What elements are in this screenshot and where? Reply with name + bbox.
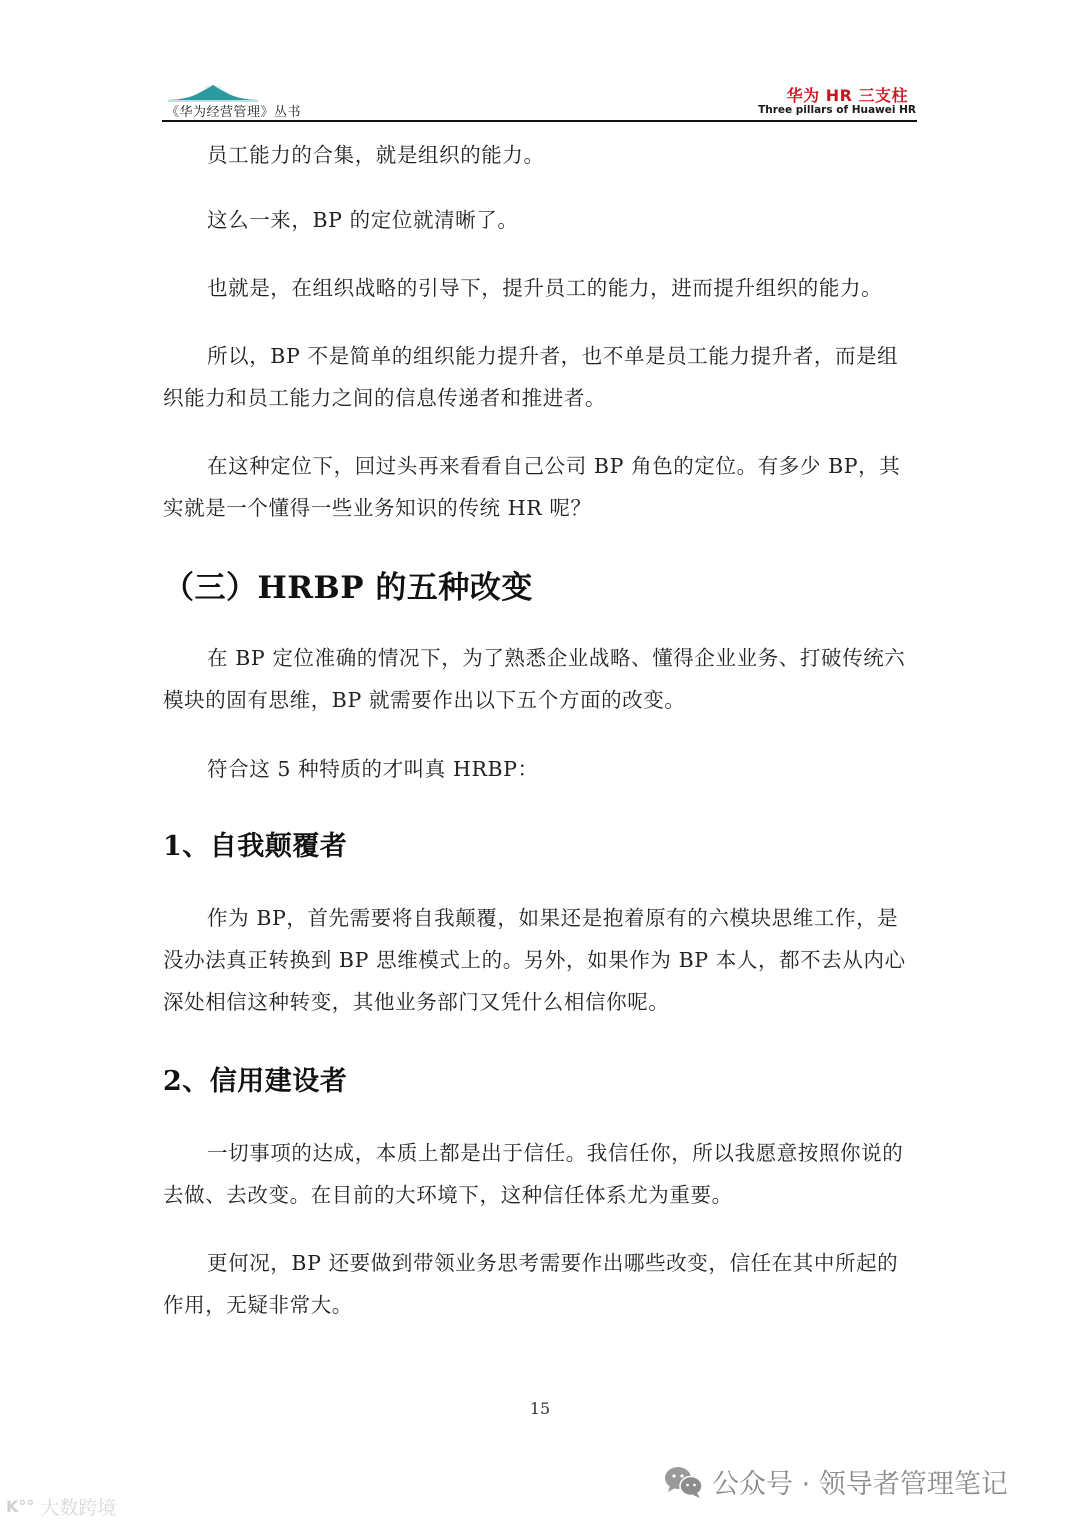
paragraph: 这么一来，BP 的定位就清晰了。 bbox=[207, 208, 519, 232]
watermark-left bbox=[6, 1493, 116, 1520]
header-divider bbox=[162, 120, 917, 122]
brand-title-cn: 华为 HR 三支柱 bbox=[786, 86, 908, 105]
paragraph: 所以，BP 不是简单的组织能力提升者，也不单是员工能力提升者，而是组 织能力和员工能力之间的信息传递者和推进者。 bbox=[163, 344, 899, 410]
paragraph: 在 BP 定位准确的情况下，为了熟悉企业战略、懂得企业业务、打破传统六 模块的固有思维，BP 就需要作出以下五个方面的改变。 bbox=[163, 646, 906, 712]
page-header bbox=[0, 0, 1080, 130]
watermark-right-text: 公众号 · 领导者管理笔记 bbox=[712, 1469, 1008, 1500]
paragraph: 员工能力的合集，就是组织的能力。 bbox=[207, 143, 545, 167]
mountain-logo-icon bbox=[168, 78, 258, 102]
paragraph: 作为 BP，首先需要将自我颠覆，如果还是抱着原有的六模块思维工作，是 没办法真正转换到 BP 思维模式上的。另外，如果作为 BP 本人，都不去从内心 深处相信这种转变，其他业务部门又凭什么相信你呢。 bbox=[163, 906, 906, 1014]
paragraph: 也就是，在组织战略的引导下，提升员工的能力，进而提升组织的能力。 bbox=[207, 276, 883, 300]
paragraph: 一切事项的达成，本质上都是出于信任。我信任你，所以我愿意按照你说的 去做、去改变。在目前的大环境下，这种信任体系尤为重要。 bbox=[163, 1141, 904, 1207]
watermark-right bbox=[664, 1462, 1008, 1501]
paragraph: 更何况，BP 还要做到带领业务思考需要作出哪些改变，信任在其中所起的 作用，无疑非常大。 bbox=[163, 1251, 899, 1317]
wechat-icon bbox=[664, 1465, 704, 1499]
watermark-left-text: 大数跨境 bbox=[40, 1497, 117, 1519]
brand-title-en: Three pillars of Huawei HR bbox=[758, 104, 916, 116]
page-number: 15 bbox=[529, 1399, 551, 1418]
paragraph: 在这种定位下，回过头再来看看自己公司 BP 角色的定位。有多少 BP，其 实就是一个懂得一些业务知识的传统 HR 呢？ bbox=[163, 454, 901, 520]
paragraph: 符合这 5 种特质的才叫真 HRBP： bbox=[207, 757, 539, 781]
brand-logo-icon: K°° bbox=[6, 1497, 35, 1516]
subsection-heading: 2、信用建设者 bbox=[163, 1066, 348, 1097]
series-title: 《华为经营管理》丛书 bbox=[166, 105, 302, 120]
section-heading: （三）HRBP 的五种改变 bbox=[163, 570, 533, 606]
subsection-heading: 1、自我颠覆者 bbox=[163, 831, 348, 862]
